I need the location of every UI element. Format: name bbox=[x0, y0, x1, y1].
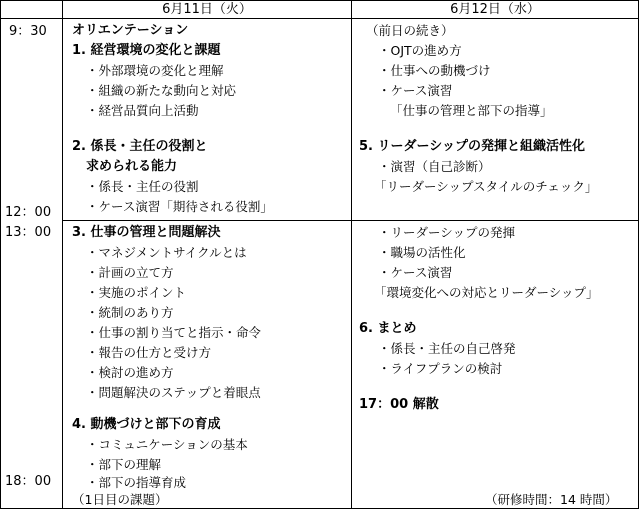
column-divider-time bbox=[62, 1, 63, 508]
time-lunch-start: 12：00 bbox=[5, 205, 52, 220]
closing-time: 17：00 解散 bbox=[359, 397, 439, 412]
section-3-item: ・報告の仕方と受け方 bbox=[86, 345, 212, 360]
section-5-exercise: 「リーダーシップスタイルのチェック」 bbox=[374, 179, 598, 194]
section-5-item: ・演習（自己診断） bbox=[378, 159, 491, 174]
continued-exercise: 「仕事の管理と部下の指導」 bbox=[390, 103, 553, 118]
section-6-item: ・係長・主任の自己啓発 bbox=[378, 341, 516, 356]
section-3-item: ・検討の進め方 bbox=[86, 365, 174, 380]
section-1-item: ・経営品質向上活動 bbox=[86, 103, 199, 118]
section-3-item: ・マネジメントサイクルとは bbox=[86, 245, 247, 260]
day1-assignment-note: （1日目の課題） bbox=[72, 492, 168, 507]
afternoon-divider bbox=[62, 220, 638, 221]
time-afternoon-start: 13：00 bbox=[5, 225, 52, 240]
section-4-item: ・部下の指導育成 bbox=[86, 475, 187, 490]
header-day1: 6月11日（火） bbox=[162, 2, 252, 17]
section-4-item: ・コミュニケーションの基本 bbox=[86, 437, 248, 452]
continued-item: ・ケース演習 bbox=[378, 83, 453, 98]
section-3-item: ・問題解決のステップと着眼点 bbox=[86, 385, 261, 400]
section-2-title-cont: 求められる能力 bbox=[86, 159, 178, 174]
continued-label: （前日の続き） bbox=[366, 23, 454, 38]
section-3-item: ・仕事の割り当てと指示・命令 bbox=[86, 325, 262, 340]
section-3-item: ・実施のポイント bbox=[86, 285, 187, 300]
section-1-title: 1. 経営環境の変化と課題 bbox=[72, 43, 221, 58]
total-training-hours: （研修時間：14 時間） bbox=[485, 492, 618, 507]
section-2-title: 2. 係長・主任の役割と bbox=[72, 139, 208, 154]
section-4-item: ・部下の理解 bbox=[86, 457, 162, 472]
day2-afternoon-item: ・リーダーシップの発揮 bbox=[378, 225, 516, 240]
day2-afternoon-exercise: 「環境変化への対応とリーダーシップ」 bbox=[374, 285, 599, 300]
section-3-title: 3. 仕事の管理と問題解決 bbox=[72, 225, 221, 240]
header-day2: 6月12日（水） bbox=[450, 2, 540, 17]
continued-item: ・OJTの進め方 bbox=[378, 43, 462, 58]
section-4-title: 4. 動機づけと部下の育成 bbox=[72, 417, 221, 432]
day2-afternoon-item: ・ケース演習 bbox=[378, 265, 453, 280]
orientation-title: オリエンテーション bbox=[72, 23, 189, 38]
section-3-item: ・計画の立て方 bbox=[86, 265, 174, 280]
column-divider-days bbox=[351, 1, 352, 508]
time-start: 9：30 bbox=[9, 24, 47, 39]
section-2-item: ・係長・主任の役割 bbox=[86, 179, 199, 194]
section-6-title: 6. まとめ bbox=[359, 321, 417, 336]
section-1-item: ・外部環境の変化と理解 bbox=[86, 63, 224, 78]
day2-afternoon-item: ・職場の活性化 bbox=[378, 245, 466, 260]
section-1-item: ・組織の新たな動向と対応 bbox=[86, 83, 237, 98]
section-3-item: ・統制のあり方 bbox=[86, 305, 174, 320]
continued-item: ・仕事への動機づけ bbox=[378, 63, 491, 78]
section-2-item: ・ケース演習「期待される役割」 bbox=[86, 199, 273, 214]
section-6-item: ・ライフプランの検討 bbox=[378, 361, 503, 376]
section-5-title: 5. リーダーシップの発揮と組織活性化 bbox=[359, 139, 585, 154]
time-end: 18：00 bbox=[5, 474, 52, 489]
